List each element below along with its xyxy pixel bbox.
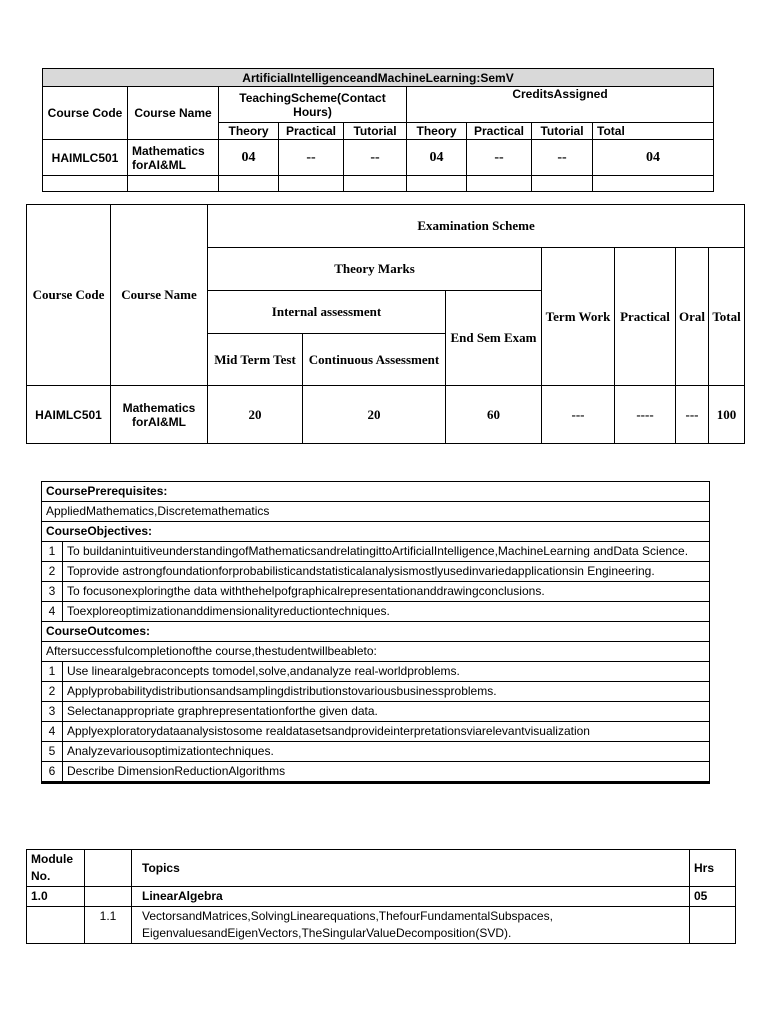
objective-text: Toprovide astrongfoundationforprobabilisticandstatisticalanalysismostlyusedinvariedapplicationsin Engineering. xyxy=(63,562,710,582)
practical-credits: -- xyxy=(467,140,532,176)
prerequisites-title: CoursePrerequisites: xyxy=(42,482,710,502)
course-name-header: Course Name xyxy=(128,87,219,140)
outcome-number: 3 xyxy=(42,702,63,722)
objective-number: 4 xyxy=(42,602,63,622)
outcome-number: 2 xyxy=(42,682,63,702)
outcomes-title: CourseOutcomes: xyxy=(42,622,710,642)
outcome-number: 6 xyxy=(42,762,63,783)
module-title: LinearAlgebra xyxy=(132,887,690,907)
course-name: Mathematics forAI&ML xyxy=(128,140,219,176)
total-marks: 100 xyxy=(709,386,745,444)
outcome-text: Describe DimensionReductionAlgorithms xyxy=(63,762,710,783)
outcome-text: Applyexploratorydataanalysistosome realdatasetsandprovideinterpretationsviarelevantvisualization xyxy=(63,722,710,742)
submodule-topics: VectorsandMatrices,SolvingLinearequations,ThefourFundamentalSubspaces, EigenvaluesandEigenVectors,TheSingularValueDecomposition(SVD). xyxy=(132,907,690,944)
credits-assigned-header: CreditsAssigned xyxy=(407,87,714,123)
internal-assessment-header: Internal assessment xyxy=(208,291,446,334)
course-name: Mathematics forAI&ML xyxy=(111,386,208,444)
outcomes-intro: Aftersuccessfulcompletionofthe course,thestudentwillbeableto: xyxy=(42,642,710,662)
course-code-header: Course Code xyxy=(27,205,111,386)
module-table xyxy=(26,849,736,944)
outcome-text: Selectanappropriate graphrepresentationforthe given data. xyxy=(63,702,710,722)
mid-term-marks: 20 xyxy=(208,386,303,444)
outcome-text: Use linearalgebraconcepts tomodel,solve,andanalyze real-worldproblems. xyxy=(63,662,710,682)
end-sem-header: End Sem Exam xyxy=(446,291,542,386)
tutorial-hours: -- xyxy=(344,140,407,176)
table-title: ArtificialIntelligenceandMachineLearning:SemV xyxy=(43,69,714,87)
outcome-number: 5 xyxy=(42,742,63,762)
theory-credits: 04 xyxy=(407,140,467,176)
mid-term-header: Mid Term Test xyxy=(208,334,303,386)
continuous-marks: 20 xyxy=(303,386,446,444)
sub-header: Total xyxy=(593,123,714,140)
term-work-header: Term Work xyxy=(542,248,615,386)
sub-header: Theory xyxy=(219,123,279,140)
tutorial-credits: -- xyxy=(532,140,593,176)
objective-text: Toexploreoptimizationanddimensionalityreductiontechniques. xyxy=(63,602,710,622)
end-sem-marks: 60 xyxy=(446,386,542,444)
objectives-title: CourseObjectives: xyxy=(42,522,710,542)
outcome-text: Analyzevariousoptimizationtechniques. xyxy=(63,742,710,762)
course-code: HAIMLC501 xyxy=(43,140,128,176)
theory-hours: 04 xyxy=(219,140,279,176)
topics-header: Topics xyxy=(132,850,690,887)
course-code-header: Course Code xyxy=(43,87,128,140)
theory-marks-header: Theory Marks xyxy=(208,248,542,291)
objective-text: To buildanintuitiveunderstandingofMathematicsandrelatingittoArtificialIntelligence,MachineLearning andData Science. xyxy=(63,542,710,562)
sub-header: Tutorial xyxy=(344,123,407,140)
teaching-scheme-header: TeachingScheme(Contact Hours) xyxy=(219,87,407,123)
total-credits: 04 xyxy=(593,140,714,176)
oral-header: Oral xyxy=(676,248,709,386)
course-name-header: Course Name xyxy=(111,205,208,386)
sub-header: Theory xyxy=(407,123,467,140)
sub-header: Practical xyxy=(467,123,532,140)
objective-number: 1 xyxy=(42,542,63,562)
module-number: 1.0 xyxy=(27,887,85,907)
practical-hours: -- xyxy=(279,140,344,176)
objective-number: 2 xyxy=(42,562,63,582)
practical-header: Practical xyxy=(615,248,676,386)
objective-number: 3 xyxy=(42,582,63,602)
outcome-number: 4 xyxy=(42,722,63,742)
course-details-table xyxy=(41,481,710,784)
sub-header: Tutorial xyxy=(532,123,593,140)
outcome-number: 1 xyxy=(42,662,63,682)
outcome-text: Applyprobabilitydistributionsandsamplingdistributionstovariousbusinessproblems. xyxy=(63,682,710,702)
practical-marks: ---- xyxy=(615,386,676,444)
oral-marks: --- xyxy=(676,386,709,444)
objective-text: To focusonexploringthe data withthehelpofgraphicalrepresentationanddrawingconclusions. xyxy=(63,582,710,602)
course-code: HAIMLC501 xyxy=(27,386,111,444)
module-no-header: Module No. xyxy=(27,850,85,887)
hrs-header: Hrs xyxy=(690,850,736,887)
prerequisites-text: AppliedMathematics,Discretemathematics xyxy=(42,502,710,522)
submodule-number: 1.1 xyxy=(85,907,132,944)
total-header: Total xyxy=(709,248,745,386)
examination-scheme-table xyxy=(26,204,745,444)
examination-scheme-header: Examination Scheme xyxy=(208,205,745,248)
module-hours: 05 xyxy=(690,887,736,907)
continuous-assessment-header: Continuous Assessment xyxy=(303,334,446,386)
term-work-marks: --- xyxy=(542,386,615,444)
sub-header: Practical xyxy=(279,123,344,140)
teaching-scheme-table xyxy=(42,68,714,192)
